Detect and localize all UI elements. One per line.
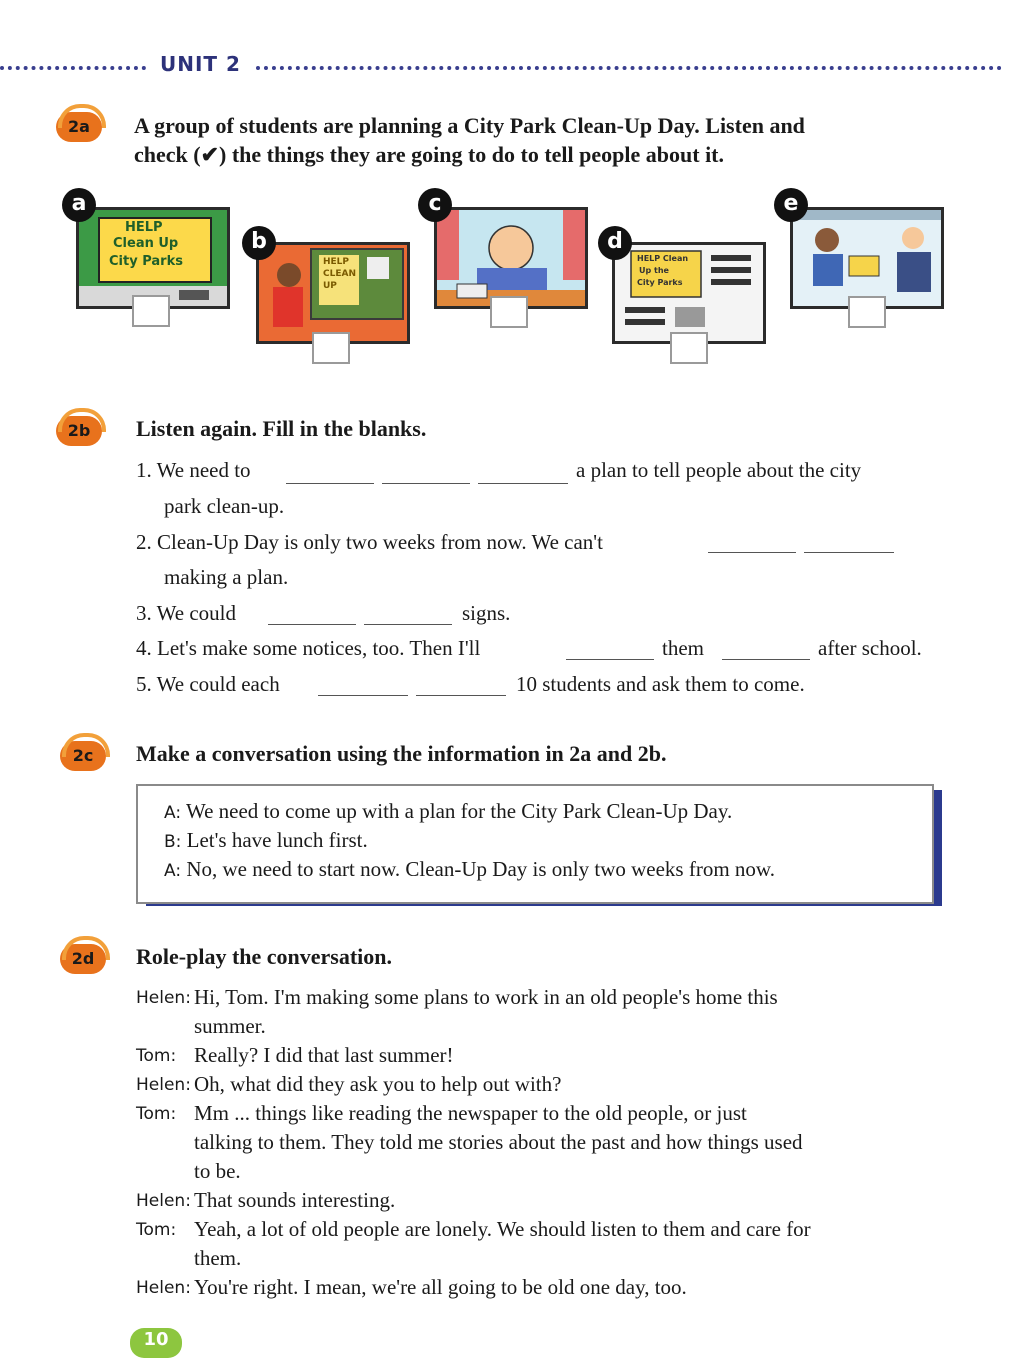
blank-5a[interactable] [318, 695, 408, 696]
section-2d-title: Role-play the conversation. [136, 944, 393, 969]
picture-c-phone-call [434, 207, 588, 309]
roleplay-line: That sounds interesting. [194, 1188, 396, 1212]
checkbox-c[interactable] [490, 296, 528, 328]
item-1-continued: park clean-up. [164, 494, 285, 518]
blank-3b[interactable] [364, 624, 452, 625]
checkbox-b[interactable] [312, 332, 350, 364]
phone-call-illustration [437, 210, 585, 306]
item-2-continued: making a plan. [164, 565, 289, 589]
picture-a-letter: a [62, 188, 96, 222]
roleplay-line: Oh, what did they ask you to help out with? [194, 1072, 562, 1096]
checkbox-a[interactable] [132, 295, 170, 327]
section-2a-instruction-line2: check (✔) the things they are going to do to tell people about it. [134, 142, 725, 167]
conversation-line-3: A: No, we need to start now. Clean-Up Day is only two weeks from now. [164, 857, 775, 881]
section-badge-2b: 2b [56, 416, 102, 446]
roleplay-line: Mm ... things like reading the newspaper to the old people, or just [194, 1101, 747, 1125]
picture-d-sign-line3: City Parks [637, 278, 683, 287]
blank-1a[interactable] [286, 483, 374, 484]
picture-c-letter: c [418, 188, 452, 222]
picture-b-sign-line3: UP [323, 281, 337, 291]
picture-a-tv-ad [76, 207, 230, 309]
blank-5b[interactable] [416, 695, 506, 696]
roleplay-speaker: Helen: [136, 1075, 191, 1095]
roleplay-line: talking to them. They told me stories about the past and how things used [194, 1130, 803, 1154]
picture-a-sign-line2: Clean Up [113, 236, 179, 251]
item-5-start: 5. We could each [136, 672, 280, 696]
item-4-end: after school. [818, 636, 922, 660]
blank-4b[interactable] [722, 659, 810, 660]
section-2c-title: Make a conversation using the information in 2a and 2b. [136, 741, 667, 766]
item-4-mid: them [662, 636, 704, 660]
picture-e-letter: e [774, 188, 808, 222]
item-4-start: 4. Let's make some notices, too. Then I'll [136, 636, 481, 660]
roleplay-line: Yeah, a lot of old people are lonely. We should listen to them and care for [194, 1217, 811, 1241]
item-5-end: 10 students and ask them to come. [516, 672, 805, 696]
handing-flyer-illustration [793, 210, 941, 306]
page-number: 10 [130, 1328, 182, 1358]
unit-title: UNIT 2 [160, 52, 241, 76]
section-2a-instruction-line1: A group of students are planning a City Park Clean-Up Day. Listen and [134, 113, 805, 138]
blank-1b[interactable] [382, 483, 470, 484]
roleplay-line: You're right. I mean, we're all going to be old one day, too. [194, 1275, 687, 1299]
roleplay-line: Really? I did that last summer! [194, 1043, 454, 1067]
section-badge-2a: 2a [56, 112, 102, 142]
blank-3a[interactable] [268, 624, 356, 625]
picture-b-sign-line1: HELP [323, 257, 350, 267]
section-2b-title: Listen again. Fill in the blanks. [136, 416, 427, 441]
roleplay-line: summer. [194, 1014, 266, 1038]
picture-d-sign-line1: HELP Clean [637, 254, 689, 263]
picture-e-handing-flyer [790, 207, 944, 309]
section-badge-2d: 2d [60, 944, 106, 974]
picture-d-newspaper [612, 242, 766, 344]
roleplay-line: to be. [194, 1159, 241, 1183]
roleplay-speaker: Tom: [136, 1104, 177, 1124]
blank-2a[interactable] [708, 552, 796, 553]
picture-d-letter: d [598, 226, 632, 260]
roleplay-speaker: Tom: [136, 1220, 177, 1240]
conversation-line-2: B: Let's have lunch first. [164, 828, 368, 852]
roleplay-line: Hi, Tom. I'm making some plans to work in an old people's home this [194, 985, 778, 1009]
item-3-start: 3. We could [136, 601, 236, 625]
blank-1c[interactable] [478, 483, 568, 484]
header-dots-left [0, 66, 146, 70]
header-dots-right [256, 66, 1002, 70]
item-1-end: a plan to tell people about the city [576, 458, 862, 482]
roleplay-speaker: Helen: [136, 1191, 191, 1211]
item-1-start: 1. We need to [136, 458, 251, 482]
section-badge-2c: 2c [60, 741, 106, 771]
item-2-start: 2. Clean-Up Day is only two weeks from now. We can't [136, 530, 603, 554]
picture-b-letter: b [242, 226, 276, 260]
roleplay-speaker: Helen: [136, 988, 191, 1008]
checkbox-d[interactable] [670, 332, 708, 364]
item-3-end: signs. [462, 601, 511, 625]
blank-4a[interactable] [566, 659, 654, 660]
picture-a-sign-line1: HELP [125, 220, 163, 235]
conversation-line-1: A: We need to come up with a plan for the City Park Clean-Up Day. [164, 799, 733, 823]
picture-b-sign-line2: CLEAN [323, 269, 356, 279]
roleplay-speaker: Helen: [136, 1278, 191, 1298]
picture-d-sign-line2: Up the [639, 266, 669, 275]
blank-2b[interactable] [804, 552, 894, 553]
checkbox-e[interactable] [848, 296, 886, 328]
roleplay-line: them. [194, 1246, 242, 1270]
picture-a-sign-line3: City Parks [109, 254, 183, 269]
picture-b-poster [256, 242, 410, 344]
roleplay-speaker: Tom: [136, 1046, 177, 1066]
